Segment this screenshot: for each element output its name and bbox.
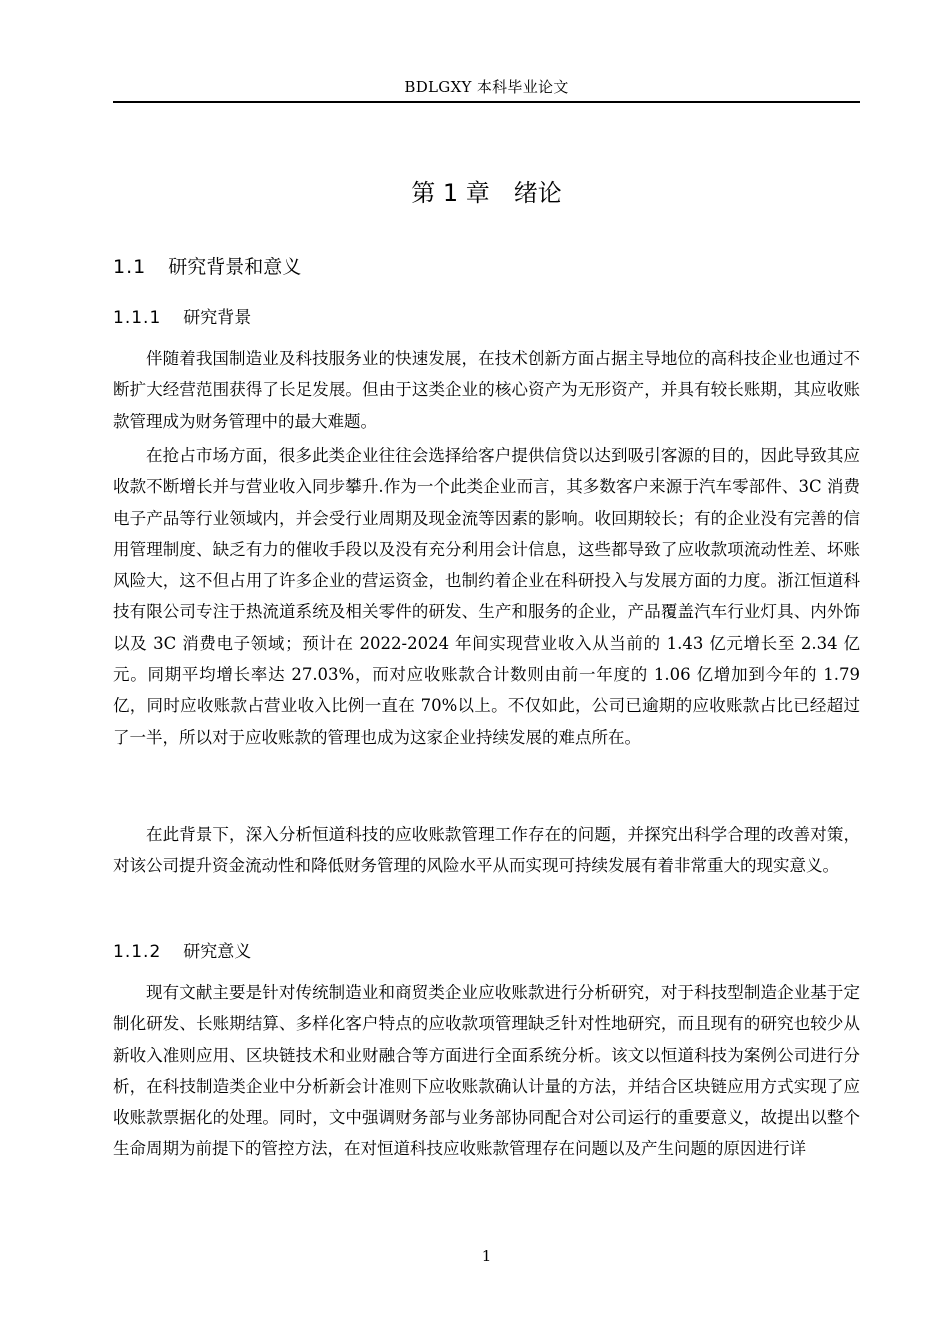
subsection-title: 研究背景 <box>183 308 252 328</box>
subsection-heading-1-1-1 <box>113 306 251 330</box>
subsection-number: 1.1.2 <box>113 942 162 962</box>
page-number: 1 <box>481 1247 492 1265</box>
paragraph-background-3: 在此背景下，深入分析恒道科技的应收账款管理工作存在的问题，并探究出科学合理的改善对策，对该公司提升资金流动性和降低财务管理的风险水平从而实现可持续发展有着非常重大的现实意义。 <box>113 825 860 876</box>
running-header: BDLGXY 本科毕业论文 <box>404 78 569 96</box>
section-number: 1.1 <box>113 256 147 278</box>
chapter-title: 第 1 章 绪论 <box>411 179 562 207</box>
section-title: 研究背景和意义 <box>168 256 302 278</box>
paragraph-background-2: 在抢占市场方面，很多此类企业往往会选择给客户提供信贷以达到吸引客源的目的，因此导致其应收款不断增长并与营业收入同步攀升.作为一个此类企业而言，其多数客户来源于汽车零部件、3C 消费电子产品等行业领域内，并会受行业周期及现金流等因素的影响。收回期较长；有的企业没有完善的信用管理制度、缺乏有力的催收手段以及没有充分利用会计信息，这些都导致了应收款项流动性差、坏账风险大，这不但占用了许多企业的营运资金，也制约着企业在科研投入与发展方面的力度。浙江恒道科技有限公司专注于热流道系统及相关零件的研发、生产和服务的企业，产品覆盖汽车行业灯具、内外饰以及 3C 消费电子领域；预计在 2022-2024 年间实现营业收入从当前的 1.43 亿元增长至 2.34 亿元。同期平均增长率达 27.03%，而对应收账款合计数则由前一年度的 1.06 亿增加到今年的 1.79 亿，同时应收账款占营业收入比例一直在 70%以上。不仅如此，公司已逾期的应收账款占比已经超过了一半，所以对于应收账款的管理也成为这家企业持续发展的难点所在。 <box>113 446 860 747</box>
section-heading-1-1 <box>113 254 301 280</box>
paragraph-significance-1: 现有文献主要是针对传统制造业和商贸类企业应收账款进行分析研究，对于科技型制造企业基于定制化研发、长账期结算、多样化客户特点的应收款项管理缺乏针对性地研究，而且现有的研究也较少从新收入准则应用、区块链技术和业财融合等方面进行全面系统分析。该文以恒道科技为案例公司进行分析，在科技制造类企业中分析新会计准则下应收账款确认计量的方法，并结合区块链应用方式实现了应收账款票据化的处理。同时，文中强调财务部与业务部协同配合对公司运行的重要意义，故提出以整个生命周期为前提下的管控方法，在对恒道科技应收账款管理存在问题以及产生问题的原因进行详 <box>113 983 860 1159</box>
subsection-number: 1.1.1 <box>113 308 162 328</box>
header-rule <box>113 101 860 103</box>
subsection-title: 研究意义 <box>183 942 252 962</box>
paragraph-background-1: 伴随着我国制造业及科技服务业的快速发展，在技术创新方面占据主导地位的高科技企业也通过不断扩大经营范围获得了长足发展。但由于这类企业的核心资产为无形资产，并具有较长账期，其应收账款管理成为财务管理中的最大难题。 <box>113 349 860 431</box>
subsection-heading-1-1-2 <box>113 940 251 964</box>
